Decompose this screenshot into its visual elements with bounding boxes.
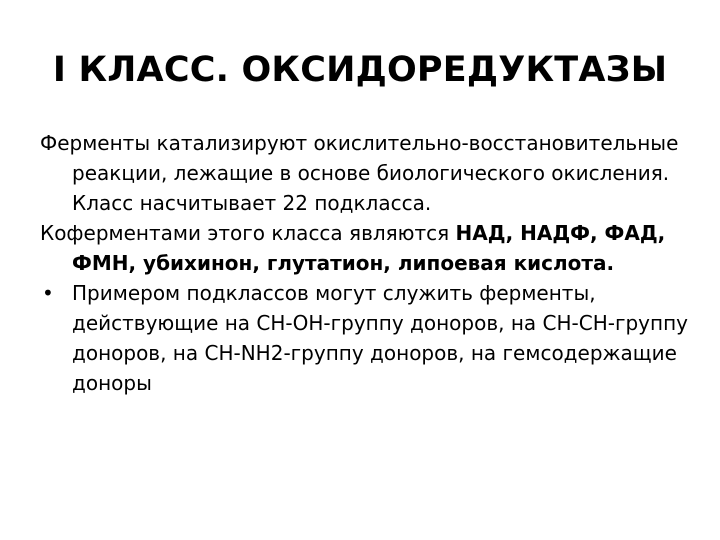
slide-title: I КЛАСС. ОКСИДОРЕДУКТАЗЫ	[52, 50, 668, 90]
bullet-icon: •	[42, 281, 54, 305]
coenzymes-lead-text: Коферментами этого класса являются	[40, 221, 456, 245]
paragraph-coenzymes	[40, 218, 700, 278]
paragraph-definition: Ферменты катализируют окислительно-восстановительные реакции, лежащие в основе биологического окисления. Класс насчитывает 22 подкласса.	[40, 131, 679, 215]
bullet-text: Примером подклассов могут служить ферменты, действующие на СН-ОН-группу доноров, на СН-СН-группу доноров, на CH-NH2-группу доноров, на гемсодержащие доноры	[72, 281, 688, 395]
coenzymes-list: НАД, НАДФ, ФАД, ФМН, убихинон, глутатион, липоевая кислота.	[72, 221, 666, 275]
bullet-item-subclasses	[40, 278, 700, 398]
slide-body	[40, 128, 700, 398]
